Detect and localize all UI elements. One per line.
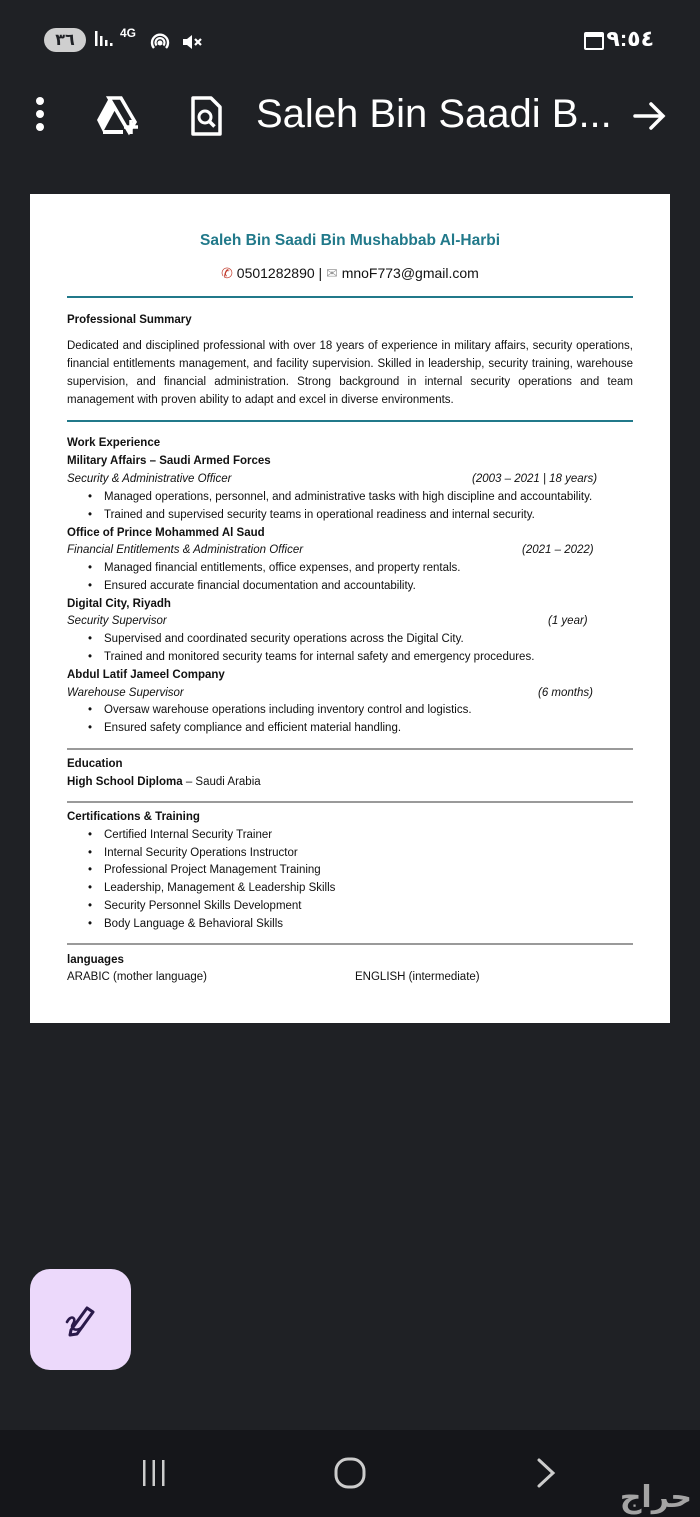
job-employer: Office of Prince Mohammed Al Saud [67,527,265,539]
job-employer: Digital City, Riyadh [67,598,171,610]
summary-text: Dedicated and disciplined professional with over 18 years of experience in military affairs, security operations, financial entitlements management, and facility supervision. Skilled in leadership, security training, warehouse supervision, and financial administration. Strong background in internal security operations and team management with proven ability to adapt and excel in diverse environments. [67,340,633,406]
list-item: • Managed financial entitlements, office expenses, and property rentals. [104,559,461,577]
education-degree: High School Diploma [67,776,183,788]
hotspot-icon [148,30,172,59]
language-english: ENGLISH (intermediate) [355,971,480,983]
job-role: Warehouse Supervisor [67,687,184,699]
job-period: (2021 – 2022) [522,544,594,556]
divider [67,748,633,750]
app-top-bar [0,80,700,152]
divider [67,801,633,803]
watermark-logo: حراج [619,1480,692,1515]
list-item: • Trained and monitored security teams for internal safety and emergency procedures. [104,648,534,666]
resume-name: Saleh Bin Saadi Bin Mushabbab Al-Harbi [200,232,500,249]
list-item: • Professional Project Management Training [104,861,321,879]
summary-heading: Professional Summary [67,314,192,326]
job-employer: Abdul Latif Jameel Company [67,669,225,681]
phone-icon: ✆ [221,265,233,281]
language-arabic: ARABIC (mother language) [67,971,207,983]
battery-indicator: ٣٦ [44,28,86,52]
list-item: • Supervised and coordinated security operations across the Digital City. [104,630,464,648]
clock: ٩:٥٤ [606,26,654,51]
education-heading: Education [67,758,123,770]
list-item: • Internal Security Operations Instructor [104,844,298,862]
recent-apps-icon[interactable] [138,1454,170,1492]
list-item: • Oversaw warehouse operations including inventory control and logistics. [104,701,472,719]
job-period: (1 year) [548,615,588,627]
languages-heading: languages [67,954,124,966]
back-icon[interactable] [530,1454,562,1492]
job-period: (6 months) [538,687,593,699]
job-role: Security Supervisor [67,615,167,627]
education-place: – Saudi Arabia [185,776,261,788]
pen-icon [61,1300,101,1340]
list-item: • Trained and supervised security teams in operational readiness and internal security. [104,506,535,524]
job-employer: Military Affairs – Saudi Armed Forces [67,455,271,467]
work-heading: Work Experience [67,437,161,449]
email-address: mnoF773@gmail.com [341,265,479,281]
mute-icon [180,30,204,59]
contact-line [30,265,670,282]
status-bar [0,0,700,80]
list-item: • Security Personnel Skills Development [104,897,302,915]
arrow-forward-icon[interactable] [630,94,670,138]
network-type: 4G [120,26,137,40]
more-options-icon[interactable] [24,94,56,134]
system-nav-bar [0,1430,700,1517]
job-role: Security & Administrative Officer [67,473,232,485]
phone-number: 0501282890 | [236,265,323,281]
document-page[interactable] [30,194,670,1023]
list-item: • Managed operations, personnel, and administrative tasks with high discipline and accountability. [104,488,592,506]
list-item: • Ensured accurate financial documentation and accountability. [104,577,416,595]
list-item: • Certified Internal Security Trainer [104,826,272,844]
cert-heading: Certifications & Training [67,811,200,823]
divider [67,420,633,422]
list-item: • Leadership, Management & Leadership Skills [104,879,335,897]
job-role: Financial Entitlements & Administration Officer [67,544,304,556]
divider [67,943,633,945]
education-entry [67,773,261,791]
divider [67,296,633,298]
add-to-drive-icon[interactable] [94,94,142,138]
find-in-document-icon[interactable] [186,94,226,138]
list-item: • Body Language & Behavioral Skills [104,915,283,933]
home-icon[interactable] [330,1454,370,1492]
document-title: Saleh Bin Saadi B... [256,92,612,136]
job-period: (2003 – 2021 | 18 years) [472,473,598,485]
list-item: • Ensured safety compliance and efficient material handling. [104,719,401,737]
calendar-icon [584,32,604,50]
edit-fab[interactable] [30,1269,131,1370]
email-icon: ✉ [326,265,338,281]
signal-icon [94,28,114,53]
